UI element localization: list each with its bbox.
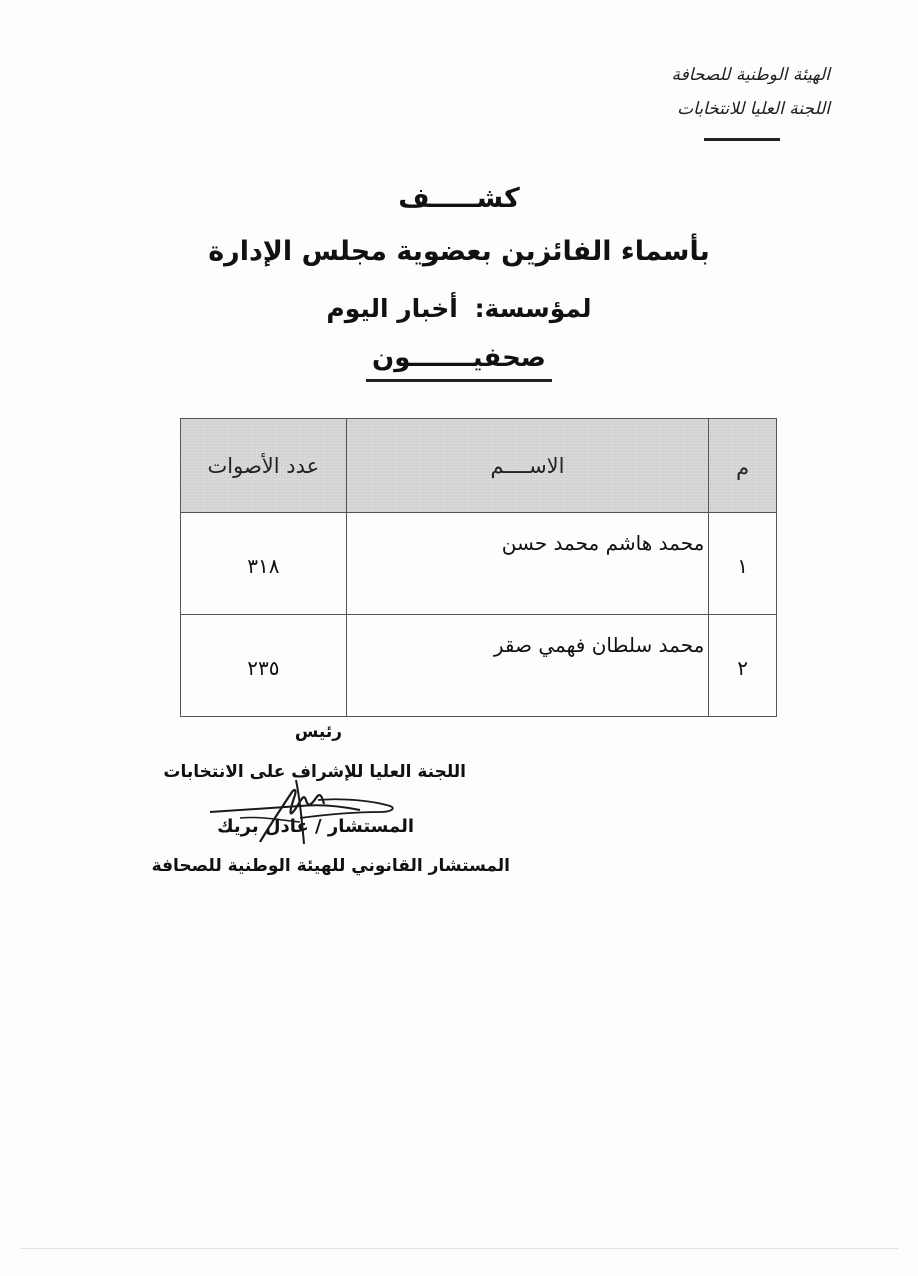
header-name: الاســــم <box>346 419 709 513</box>
page-bottom-rule <box>20 1248 898 1249</box>
category-heading <box>0 343 918 382</box>
signatory-role: المستشار القانوني للهيئة الوطنية للصحافة <box>151 856 510 876</box>
row-votes: ٣١٨ <box>181 513 347 615</box>
document-title <box>0 183 918 214</box>
table-row <box>181 513 777 615</box>
header-num: م <box>709 419 777 513</box>
institution-label: لمؤسسة: <box>474 294 592 323</box>
header-votes: عدد الأصوات <box>181 419 347 513</box>
row-name: محمد هاشم محمد حسن <box>346 513 709 615</box>
handwritten-signature <box>200 770 410 860</box>
winners-table <box>180 418 777 717</box>
letterhead-authority: الهيئة الوطنية للصحافة <box>671 65 830 85</box>
signatory-title: رئيس <box>294 722 342 742</box>
row-votes: ٢٣٥ <box>181 615 347 717</box>
institution-line <box>0 294 918 323</box>
signatory-name: المستشار / عادل بريك <box>217 816 414 837</box>
row-num: ١ <box>709 513 777 615</box>
table-header-row <box>181 419 777 513</box>
document-title-text: كشـــــف <box>398 183 520 214</box>
signatory-committee: اللجنة العليا للإشراف على الانتخابات <box>163 762 466 782</box>
document-subtitle: بأسماء الفائزين بعضوية مجلس الإدارة <box>208 236 710 267</box>
letterhead <box>530 58 830 126</box>
category-text: صحفيـــــــون <box>366 343 552 382</box>
row-name: محمد سلطان فهمي صقر <box>346 615 709 717</box>
table-row <box>181 615 777 717</box>
institution-name: أخبار اليوم <box>326 294 458 323</box>
letterhead-committee: اللجنة العليا للانتخابات <box>677 99 830 119</box>
row-num: ٢ <box>709 615 777 717</box>
letterhead-divider <box>704 138 780 141</box>
